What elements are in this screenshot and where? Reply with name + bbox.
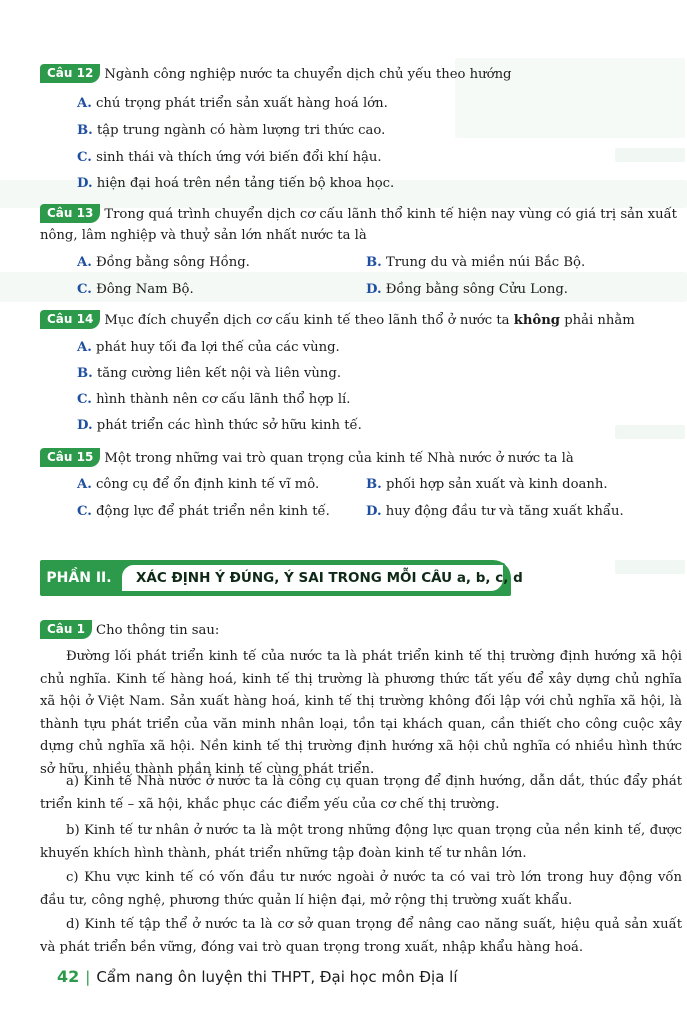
statement-d: d) Kinh tế tập thể ở nước ta là cơ sở quan trọng để nâng cao năng suất, hiệu quả sản xuất và phát triển bền vững, đóng vai trò quan trọng trong xuất, nhập khẩu hàng hoá.: [40, 917, 682, 955]
q14-option-b: [77, 364, 341, 384]
option-key: A.: [77, 477, 92, 492]
question-13-stem: [40, 204, 680, 246]
statement-c: c) Khu vực kinh tế có vốn đầu tư nước ngoài ở nước ta có vai trò lớn trong huy động vốn đầu tư, công nghệ, phương thức quản lí hiện đại, mở rộng thị trường xuất khẩu.: [40, 870, 682, 908]
q12-option-b: [77, 121, 385, 141]
option-key: C.: [77, 504, 92, 519]
option-text: hiện đại hoá trên nền tảng tiến bộ khoa học.: [96, 176, 395, 191]
part2-question-1-header: [40, 620, 680, 642]
q12-option-c: [77, 148, 382, 168]
q14-option-c: [77, 390, 350, 410]
option-text: Đồng bằng sông Hồng.: [96, 255, 250, 270]
question-12-stem: [40, 64, 680, 86]
option-text: động lực để phát triển nền kinh tế.: [96, 504, 330, 519]
q13-option-b: [366, 253, 585, 273]
option-text: chú trọng phát triển sản xuất hàng hoá lớn.: [96, 96, 388, 111]
section-part-label: PHẦN II.: [46, 570, 112, 586]
q13-option-c: [77, 280, 194, 300]
question-text-emphasis: không: [513, 313, 561, 328]
q15-option-a: [77, 475, 319, 495]
question-15-stem: [40, 448, 680, 470]
q13-option-a: [77, 253, 250, 273]
option-key: D.: [366, 282, 382, 297]
question-badge: Câu 14: [40, 310, 100, 329]
show-through-band: [615, 560, 685, 574]
option-key: A.: [77, 96, 92, 111]
option-text: huy động đầu tư và tăng xuất khẩu.: [385, 504, 624, 519]
q15-option-d: [366, 502, 624, 522]
question-badge: Câu 1: [40, 620, 92, 639]
option-text: sinh thái và thích ứng với biến đổi khí hậu.: [96, 150, 382, 165]
question-intro: Cho thông tin sau:: [95, 623, 220, 638]
info-passage: Đường lối phát triển kinh tế của nước ta là phát triển kinh tế thị trường định hướng xã hội chủ nghĩa. Kinh tế hàng hoá, kinh tế thị trường là phương thức tất yếu để xây dựng chủ nghĩa xã hội ở Việt Nam. Sản xuất hàng hoá, kinh tế thị trường không đối lập với chủ nghĩa xã hội, là thành tựu phát triển của văn minh nhân loại, tồn tại khách quan, cần thiết cho công cuộc xây dựng chủ nghĩa xã hội. Nền kinh tế thị trường định hướng xã hội chủ nghĩa có nhiều hình thức sở hữu, nhiều thành phần kinh tế cùng phát triển.: [40, 649, 682, 777]
option-key: A.: [77, 255, 92, 270]
section-title: XÁC ĐỊNH Ý ĐÚNG, Ý SAI TRONG MỖI CÂU a, b, c, d: [120, 563, 505, 593]
question-text: Trong quá trình chuyển dịch cơ cấu lãnh thổ kinh tế hiện nay vùng có giá trị sản xuất nông, lâm nghiệp và thuỷ sản lớn nhất nước ta là: [40, 207, 677, 243]
q14-option-d: [77, 416, 362, 436]
option-text: Đồng bằng sông Cửu Long.: [385, 282, 568, 297]
option-key: D.: [366, 504, 382, 519]
option-key: B.: [366, 255, 382, 270]
statement-a: a) Kinh tế Nhà nước ở nước ta là công cụ quan trọng để định hướng, dẫn dắt, thúc đẩy phát triển kinh tế – xã hội, khắc phục các điểm yếu của cơ chế thị trường.: [40, 774, 682, 812]
q12-option-d: [77, 174, 394, 194]
option-key: B.: [77, 123, 93, 138]
question-badge: Câu 13: [40, 204, 100, 223]
question-14-stem: [40, 310, 680, 332]
question-text: phải nhằm: [560, 313, 635, 328]
option-text: công cụ để ổn định kinh tế vĩ mô.: [96, 477, 320, 492]
option-text: tăng cường liên kết nội và liên vùng.: [96, 366, 342, 381]
question-text: Mục đích chuyển dịch cơ cấu kinh tế theo lãnh thổ ở nước ta: [104, 313, 514, 328]
option-text: Đông Nam Bộ.: [96, 282, 194, 297]
option-key: D.: [77, 418, 93, 433]
q14-option-a: [77, 338, 340, 358]
show-through-band: [615, 148, 685, 162]
option-key: C.: [77, 392, 92, 407]
page-number: 42: [57, 967, 80, 986]
footer-separator: |: [85, 968, 91, 986]
question-badge: Câu 15: [40, 448, 100, 467]
option-text: phối hợp sản xuất và kinh doanh.: [385, 477, 608, 492]
question-badge: Câu 12: [40, 64, 100, 83]
option-text: Trung du và miền núi Bắc Bộ.: [385, 255, 586, 270]
show-through-band: [615, 425, 685, 439]
statement-b: b) Kinh tế tư nhân ở nước ta là một trong những động lực quan trọng của nền kinh tế, được khuyến khích hình thành, phát triển những tập đoàn kinh tế tư nhân lớn.: [40, 823, 682, 861]
option-key: D.: [77, 176, 93, 191]
option-text: phát triển các hình thức sở hữu kinh tế.: [96, 418, 362, 433]
option-key: B.: [77, 366, 93, 381]
q12-option-a: [77, 94, 388, 114]
page-footer: [57, 967, 458, 986]
option-key: A.: [77, 340, 92, 355]
option-text: hình thành nên cơ cấu lãnh thổ hợp lí.: [96, 392, 351, 407]
option-key: C.: [77, 282, 92, 297]
question-text: Một trong những vai trò quan trọng của kinh tế Nhà nước ở nước ta là: [104, 451, 574, 466]
option-text: tập trung ngành có hàm lượng tri thức cao.: [96, 123, 386, 138]
question-text: Ngành công nghiệp nước ta chuyển dịch chủ yếu theo hướng: [104, 67, 512, 82]
option-key: B.: [366, 477, 382, 492]
q15-option-c: [77, 502, 330, 522]
q15-option-b: [366, 475, 608, 495]
q13-option-d: [366, 280, 568, 300]
book-title: Cẩm nang ôn luyện thi THPT, Đại học môn Địa lí: [96, 968, 458, 986]
option-key: C.: [77, 150, 92, 165]
option-text: phát huy tối đa lợi thế của các vùng.: [96, 340, 340, 355]
